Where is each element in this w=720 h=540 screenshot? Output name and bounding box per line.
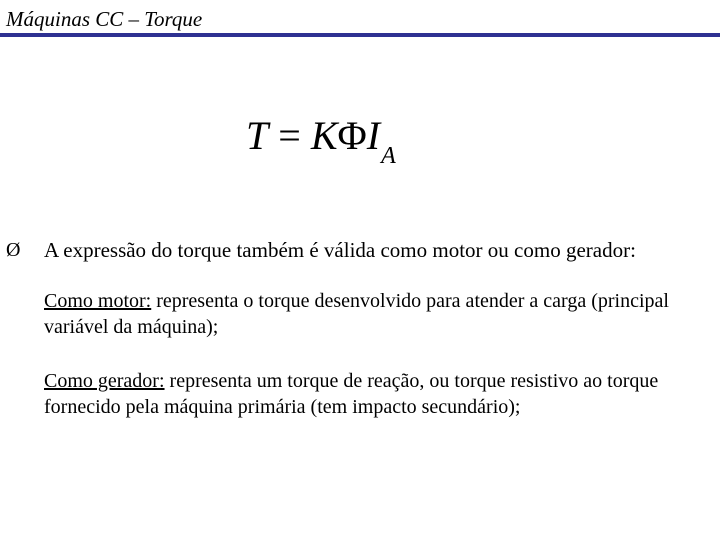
- motor-lead: Como motor:: [44, 290, 152, 312]
- motor-description: representa o torque desenvolvido para atender a carga (principal variável da máquina);: [44, 290, 669, 338]
- generator-lead: Como gerador:: [44, 370, 165, 392]
- generator-paragraph: [44, 368, 694, 420]
- bullet-text: A expressão do torque também é válida como motor ou como gerador:: [44, 238, 636, 262]
- formula-constant-symbol: K: [310, 113, 338, 158]
- slide-title: Máquinas CC – Torque: [6, 7, 203, 31]
- title-underline-rule: [0, 33, 720, 37]
- formula-torque-symbol: T: [246, 113, 269, 158]
- formula-armature-subscript: A: [381, 143, 396, 169]
- formula-equals-sign: =: [278, 113, 301, 158]
- generator-description: representa um torque de reação, ou torque resistivo ao torque fornecido pela máquina primária (tem impacto secundário);: [44, 370, 659, 418]
- formula-current-symbol: I: [366, 113, 381, 158]
- torque-formula: [246, 112, 396, 180]
- arrow-bullet-icon: Ø: [6, 239, 21, 261]
- formula-flux-symbol: Φ: [337, 113, 367, 158]
- motor-paragraph: [44, 288, 694, 340]
